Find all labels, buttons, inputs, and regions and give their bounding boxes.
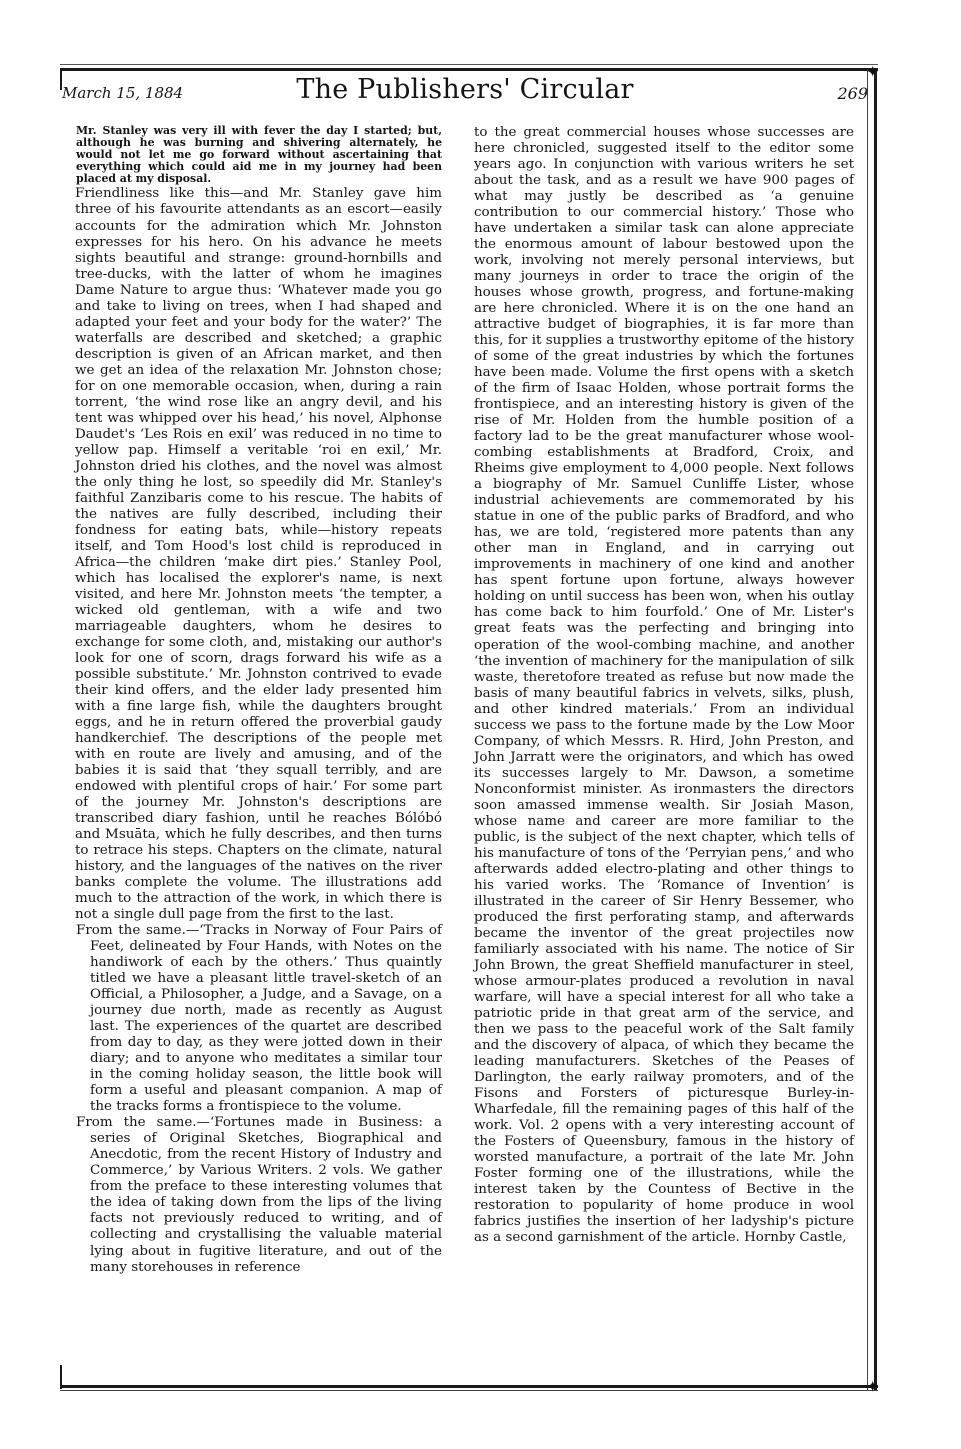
top-rule-thin xyxy=(60,64,878,65)
bottom-border-rule xyxy=(60,1385,878,1388)
page-number: 269 xyxy=(837,84,868,103)
page-header xyxy=(62,74,868,108)
review-paragraph-norway: From the same.—‘Tracks in Norway of Four Pairs of Feet, delineated by Four Hands, with Notes on the handiwork of each by the others.’ Thus quaintly titled we have a pleasant little travel-sketch of an Official, a Philosopher, a Judge, and a Savage, on a journey due north, made as recently as August last. The experiences of the quartet are described from day to day, as they were jotted down in their diary; and to anyone who meditates a similar tour in the coming holiday season, the little book will form a useful and pleasant companion. A map of the tracks forms a frontispiece to the volume. xyxy=(76,923,442,1115)
right-border-rule xyxy=(874,70,877,1390)
right-inner-rule xyxy=(867,70,868,1390)
left-column xyxy=(76,125,442,1276)
review-paragraph-fortunes: From the same.—‘Fortunes made in Business: a series of Original Sketches, Biographical and Anecdotic, from the recent History of Industry and Commerce,’ by Various Writers. 2 vols. We gather from the preface to these interesting volumes that the idea of taking down from the lips of the living facts not previously reduced to writing, and of collecting and crystallising the valuable material lying about in fugitive literature, and out of the many storehouses in reference xyxy=(76,1115,442,1275)
publication-title: The Publishers' Circular xyxy=(296,74,634,105)
issue-date: March 15, 1884 xyxy=(62,84,184,102)
review-paragraph-congo: Friendliness like this—and Mr. Stanley gave him three of his favourite attendants as an escort—easily accounts for the admiration which Mr. Johnston expresses for his hero. On his advance he meets sights beautiful and strange: ground-hornbills and tree-ducks, with the latter of whom he imagines Dame Nature to argue thus: ‘Whatever made you go and take to living on trees, when I had shaped and adapted your feet and your body for the water?’ The waterfalls are described and sketched; a graphic description is given of an African market, and then we get an idea of the relaxation Mr. Johnston chose; for on one memorable occasion, when, during a rain torrent, ‘the wind rose like an angry devil, and his tent was whipped over his head,’ his novel, Alphonse Daudet's ‘Les Rois en exil’ was reduced in no time to yellow pap. Himself a veritable ‘roi en exil,’ Mr. Johnston dried his clothes, and the novel was almost the only thing he lost, so speedily did Mr. Stanley's faithful Zanzibaris come to his rescue. The habits of the natives are fully described, including their fondness for eating bats, while—history repeats itself, and Tom Hood's lost child is reproduced in Africa—the children ‘make dirt pies.’ Stanley Pool, which has localised the explorer's name, is next visited, and here Mr. Johnston meets ‘the tempter, a wicked old gentleman, with a wife and two marriageable daughters, whom he desires to exchange for some cloth, and, mistaking our author's look for one of scorn, drags forward his wife as a possible substitute.’ Mr. Johnston contrived to evade their kind offers, and the elder lady presented him with a fine large fish, while the daughters brought eggs, and he in return offered the proverbial gaudy handkerchief. The descriptions of the people met with en route are lively and amusing, and of the babies it is said that ‘they squall terribly, and are endowed with plentiful crops of hair.’ For some part of the journey Mr. Johnston's descriptions are transcribed diary fashion, until he reaches Bólóbó and Msuāta, which he fully describes, and then turns to retrace his steps. Chapters on the climate, natural history, and the languages of the natives on the river banks complete the volume. The illustrations add much to the attraction of the work, in which there is not a single dull page from the first to the last. xyxy=(75,186,442,923)
review-paragraph-fortunes-continued: to the great commercial houses whose successes are here chronicled, suggested itself to the editor some years ago. In conjunction with various writers he set about the task, and as a result we have 900 pages of what may justly be described as ‘a genuine contribution to our commercial history.’ Those who have undertaken a similar task can alone appreciate the enormous amount of labour bestowed upon the work, involving not merely personal interviews, but many journeys in order to trace the origin of the houses whose growth, progress, and fortune-making are here chronicled. Where it is on the one hand an attractive budget of biographies, it is far more than this, for it supplies a trustworthy epitome of the history of some of the great industries by which the fortunes have been made. Volume the first opens with a sketch of the firm of Isaac Holden, whose portrait forms the frontispiece, and an interesting history is given of the rise of Mr. Holden from the humble position of a factory lad to be the great manufacturer whose wool-combing establishments at Bradford, Croix, and Rheims give employment to 4,000 people. Next follows a biography of Mr. Samuel Cunliffe Lister, whose industrial achievements are commemorated by his statue in one of the public parks of Bradford, and who has, we are told, ‘registered more patents than any other man in England, and in carrying out improvements in machinery of one kind and another has spent fortune upon fortune, always however holding on until success has been won, when his outlay has come back to him fourfold.’ One of Mr. Lister's great feats was the perfecting and bringing into operation of the wool-combing machine, and another ‘the invention of machinery for the manipulation of silk waste, theretofore treated as refuse but now made the basis of many beautiful fabrics in velvets, silks, plush, and other kindred materials.’ From an individual success we pass to the fortune made by the Low Moor Company, of which Messrs. R. Hird, John Preston, and John Jarratt were the originators, and which has owed its successes largely to Mr. Dawson, a sometime Nonconformist minister. As ironmasters the directors soon amassed immense wealth. Sir Josiah Mason, whose name and career are more familiar to the public, is the subject of the next chapter, which tells of his manufacture of tons of the ‘Perryian pens,’ and who afterwards added electro-plating and other things to his varied works. The ‘Romance of Invention’ is illustrated in the career of Sir Henry Bessemer, who produced the first perforating stamp, and afterwards became the inventor of the great projectiles now familiarly associated with his name. The notice of Sir John Brown, the great Sheffield manufacturer in steel, whose armour-plates produced a revolution in naval warfare, will have a special interest for all who take a patriotic pride in that great arm of the service, and then we pass to the peaceful work of the Salt family and the discovery of alpaca, of which they became the leading manufacturers. Sketches of the Peases of Darlington, the early railway promoters, and of the Fisons and Forsters of picturesque Burley-in-Wharfedale, fill the remaining pages of this half of the work. Vol. 2 opens with a very interesting account of the Fosters of Queensbury, famous in the history of worsted manufacture, a portrait of the late Mr. John Foster forming one of the illustrations, while the interest taken by the Countess of Bective in the restoration to popularity of home produce in wool fabrics justifies the insertion of her ladyship's picture as a second garnishment of the article. Hornby Castle, xyxy=(474,125,854,1246)
footnote-block xyxy=(76,125,442,185)
bottom-inner-rule xyxy=(60,1390,878,1391)
quoted-footnote: Mr. Stanley was very ill with fever the day I started; but, although he was burning and shivering alternately, he would not let me go forward without ascertaining that everything which could aid me in my journey had been placed at my disposal. xyxy=(76,124,442,186)
left-border-rule-bottom xyxy=(60,1365,62,1389)
corner-ornament-icon: ✦ xyxy=(866,1377,880,1396)
corner-ornament-icon: ✦ xyxy=(866,62,880,81)
right-column xyxy=(474,125,854,1246)
top-border-rule xyxy=(60,68,878,71)
